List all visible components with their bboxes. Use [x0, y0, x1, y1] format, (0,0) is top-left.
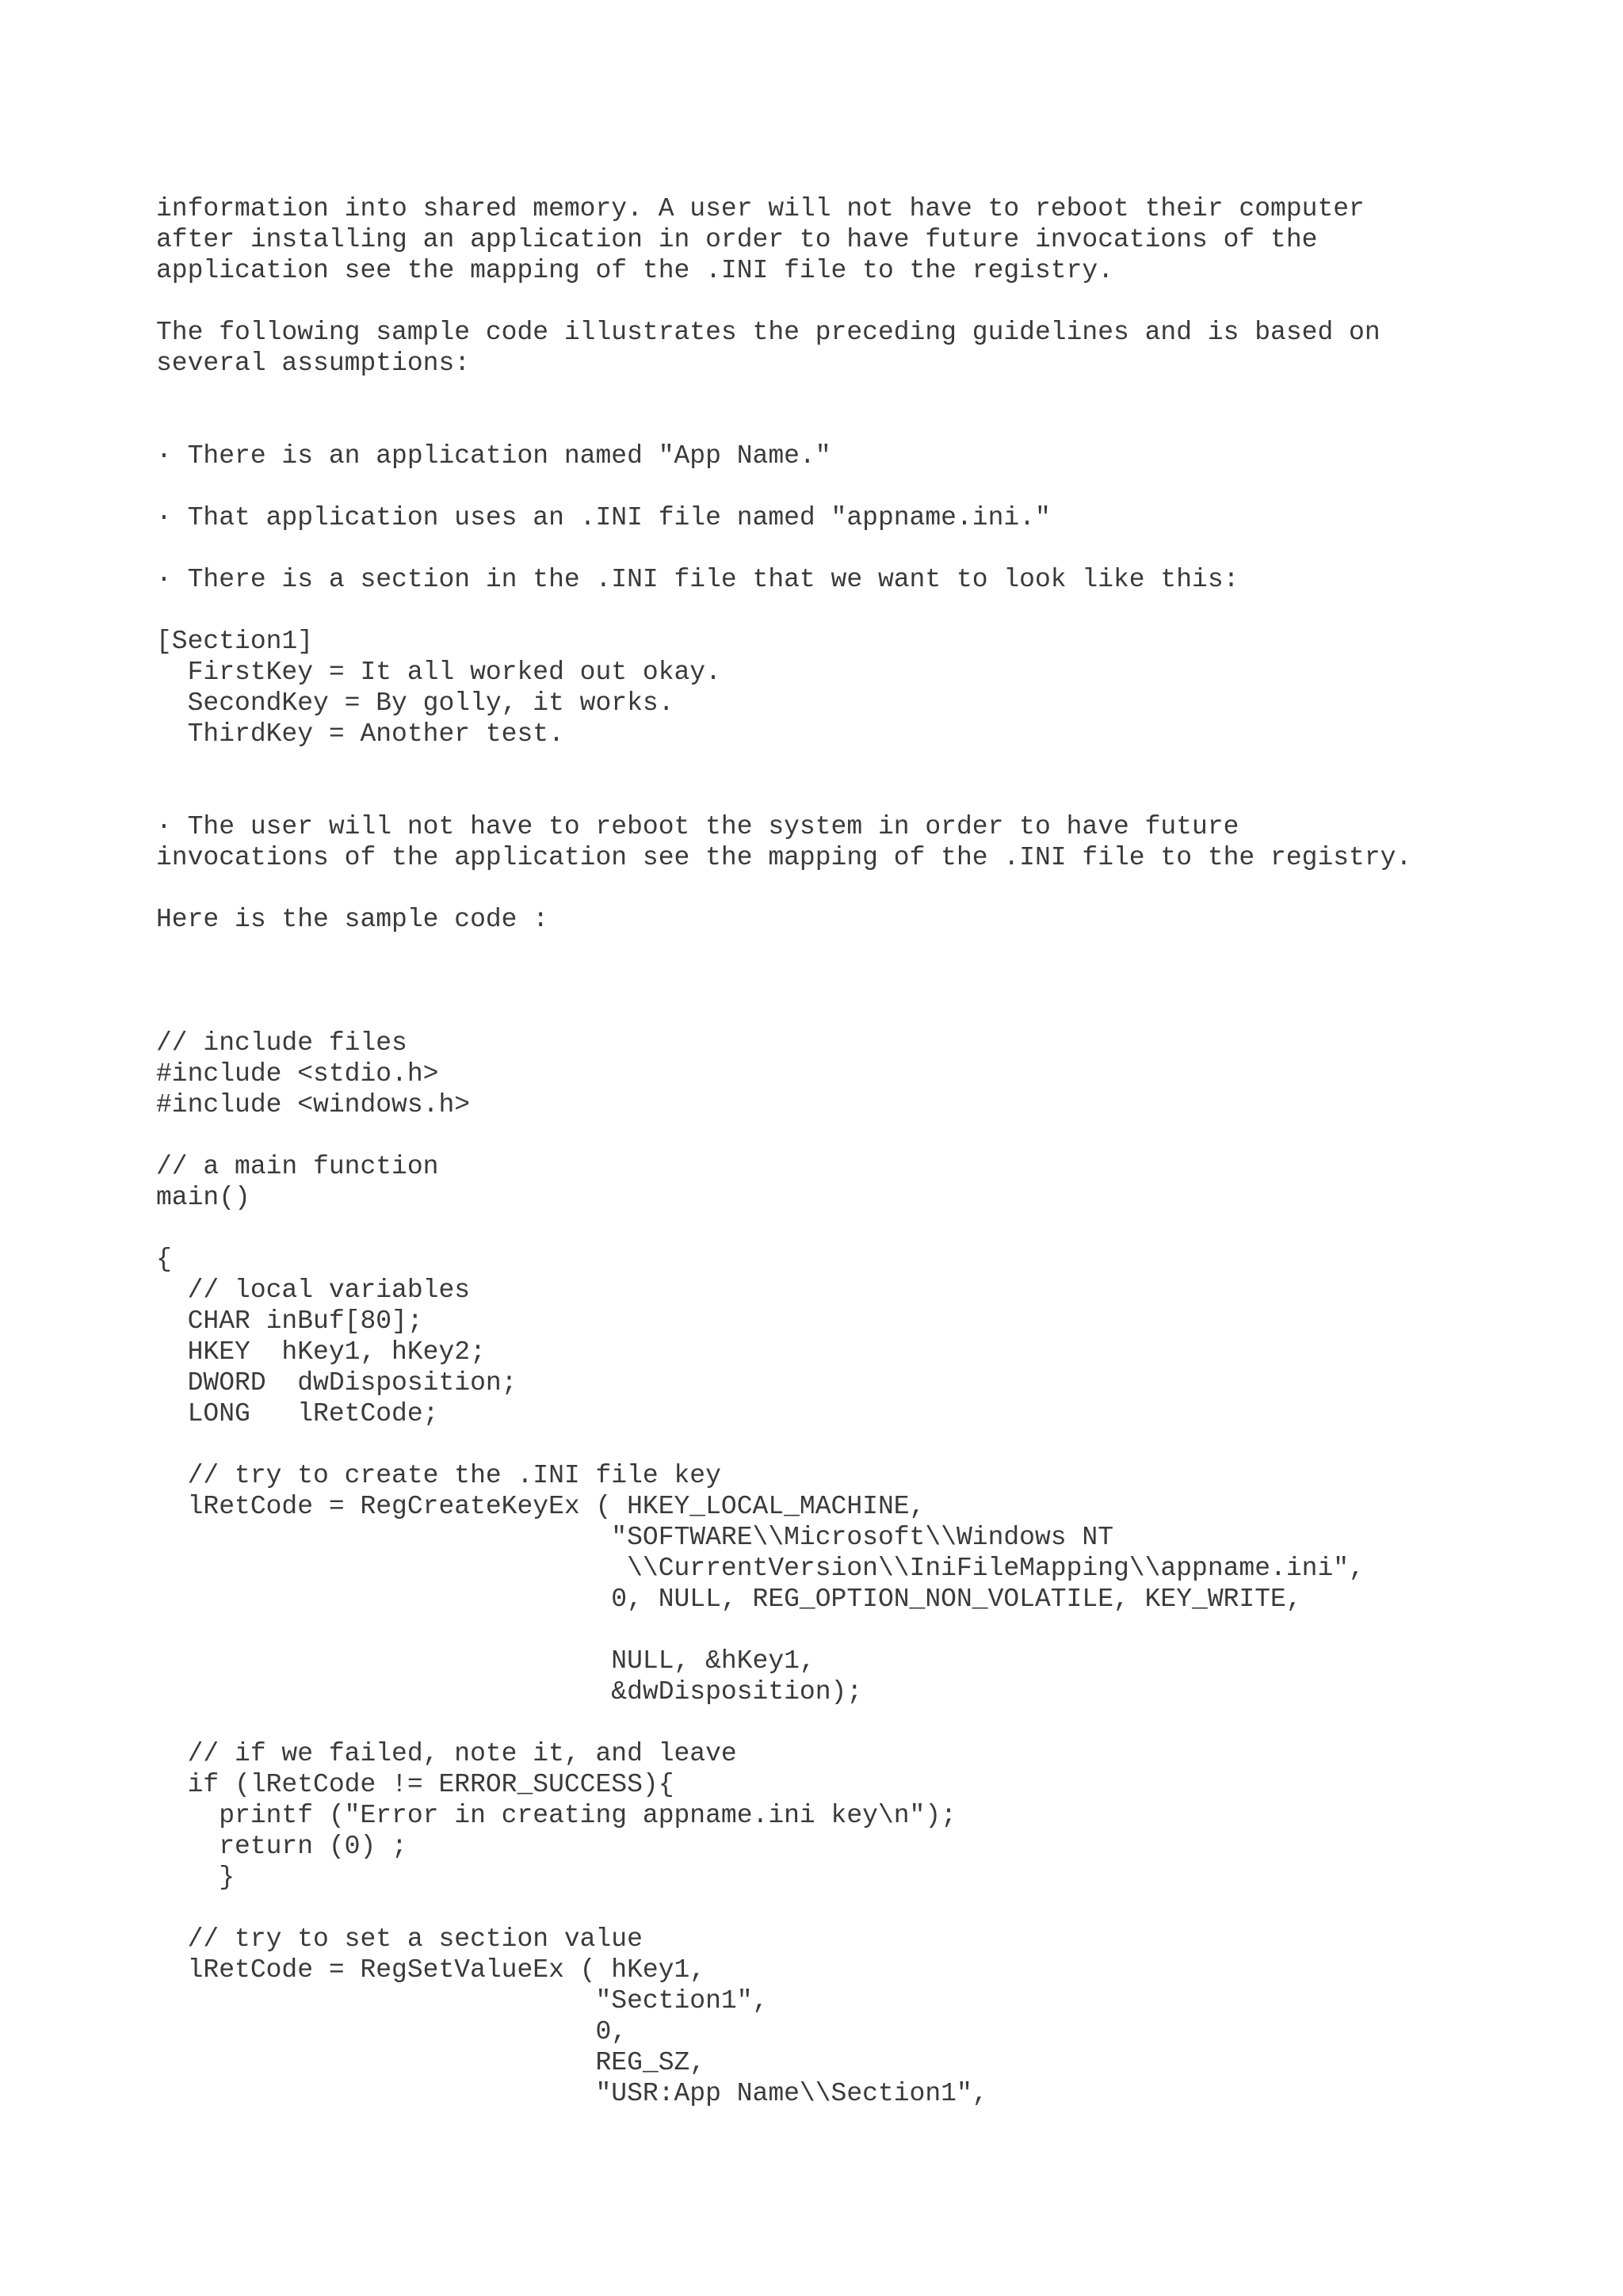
- blank-line: [156, 1893, 1583, 1924]
- blank-line: [156, 1120, 1583, 1151]
- blank-line: [156, 1429, 1583, 1460]
- code-line: REG_SZ,: [156, 2048, 706, 2077]
- code-line: CHAR inBuf[80];: [156, 1306, 423, 1336]
- blank-line: [156, 379, 1583, 410]
- bullet-item: · The user will not have to reboot the system in order to have future: [156, 812, 1239, 841]
- code-line: #include <stdio.h>: [156, 1059, 439, 1089]
- code-line: &dwDisposition);: [156, 1677, 863, 1707]
- text-line: after installing an application in order to have future invocations of the: [156, 225, 1318, 254]
- blank-line: [156, 1615, 1583, 1646]
- code-line: {: [156, 1245, 172, 1274]
- text-line: information into shared memory. A user will not have to reboot their computer: [156, 194, 1365, 223]
- document-page: [156, 193, 1583, 2109]
- ini-section-line: FirstKey = It all worked out okay.: [156, 658, 721, 687]
- blank-line: [156, 935, 1583, 966]
- blank-line: [156, 410, 1583, 441]
- blank-line: [156, 873, 1583, 904]
- blank-line: [156, 749, 1583, 780]
- code-line: lRetCode = RegSetValueEx ( hKey1,: [156, 1955, 706, 1985]
- code-line: \\CurrentVersion\\IniFileMapping\\appname.ini",: [156, 1554, 1365, 1583]
- code-line: "SOFTWARE\\Microsoft\\Windows NT: [156, 1523, 1113, 1552]
- code-line: "USR:App Name\\Section1",: [156, 2079, 988, 2108]
- blank-line: [156, 997, 1583, 1028]
- blank-line: [156, 471, 1583, 502]
- text-line: The following sample code illustrates the preceding guidelines and is based on: [156, 318, 1381, 347]
- blank-line: [156, 966, 1583, 997]
- code-line: // a main function: [156, 1152, 439, 1181]
- blank-line: [156, 1213, 1583, 1244]
- text-line: invocations of the application see the mapping of the .INI file to the registry.: [156, 843, 1412, 872]
- code-line: }: [156, 1863, 235, 1892]
- code-line: // include files: [156, 1028, 407, 1058]
- code-line: if (lRetCode != ERROR_SUCCESS){: [156, 1770, 674, 1799]
- ini-section-line: ThirdKey = Another test.: [156, 719, 564, 749]
- blank-line: [156, 1707, 1583, 1738]
- code-line: NULL, &hKey1,: [156, 1646, 815, 1676]
- bullet-item: · There is a section in the .INI file that we want to look like this:: [156, 565, 1239, 594]
- code-line: DWORD dwDisposition;: [156, 1368, 517, 1398]
- ini-section-line: [Section1]: [156, 627, 314, 656]
- code-line: return (0) ;: [156, 1832, 407, 1861]
- code-line: LONG lRetCode;: [156, 1399, 439, 1428]
- code-line: 0,: [156, 2017, 628, 2046]
- code-line: // try to set a section value: [156, 1924, 643, 1954]
- code-line: // if we failed, note it, and leave: [156, 1739, 737, 1768]
- text-line: Here is the sample code :: [156, 905, 549, 934]
- code-line: lRetCode = RegCreateKeyEx ( HKEY_LOCAL_MACHINE,: [156, 1492, 926, 1521]
- text-line: application see the mapping of the .INI file to the registry.: [156, 256, 1113, 285]
- code-line: #include <windows.h>: [156, 1090, 471, 1119]
- bullet-item: · That application uses an .INI file named "appname.ini.": [156, 503, 1051, 532]
- code-line: main(): [156, 1183, 250, 1212]
- code-line: 0, NULL, REG_OPTION_NON_VOLATILE, KEY_WRITE,: [156, 1585, 1302, 1614]
- bullet-item: · There is an application named "App Name.": [156, 441, 831, 471]
- code-line: HKEY hKey1, hKey2;: [156, 1337, 486, 1367]
- code-line: printf ("Error in creating appname.ini key\n");: [156, 1801, 957, 1830]
- ini-section-line: SecondKey = By golly, it works.: [156, 688, 674, 718]
- blank-line: [156, 533, 1583, 564]
- text-line: several assumptions:: [156, 349, 471, 378]
- code-line: "Section1",: [156, 1986, 769, 2016]
- blank-line: [156, 595, 1583, 626]
- code-line: // try to create the .INI file key: [156, 1461, 721, 1490]
- code-line: // local variables: [156, 1276, 471, 1305]
- blank-line: [156, 780, 1583, 811]
- blank-line: [156, 286, 1583, 317]
